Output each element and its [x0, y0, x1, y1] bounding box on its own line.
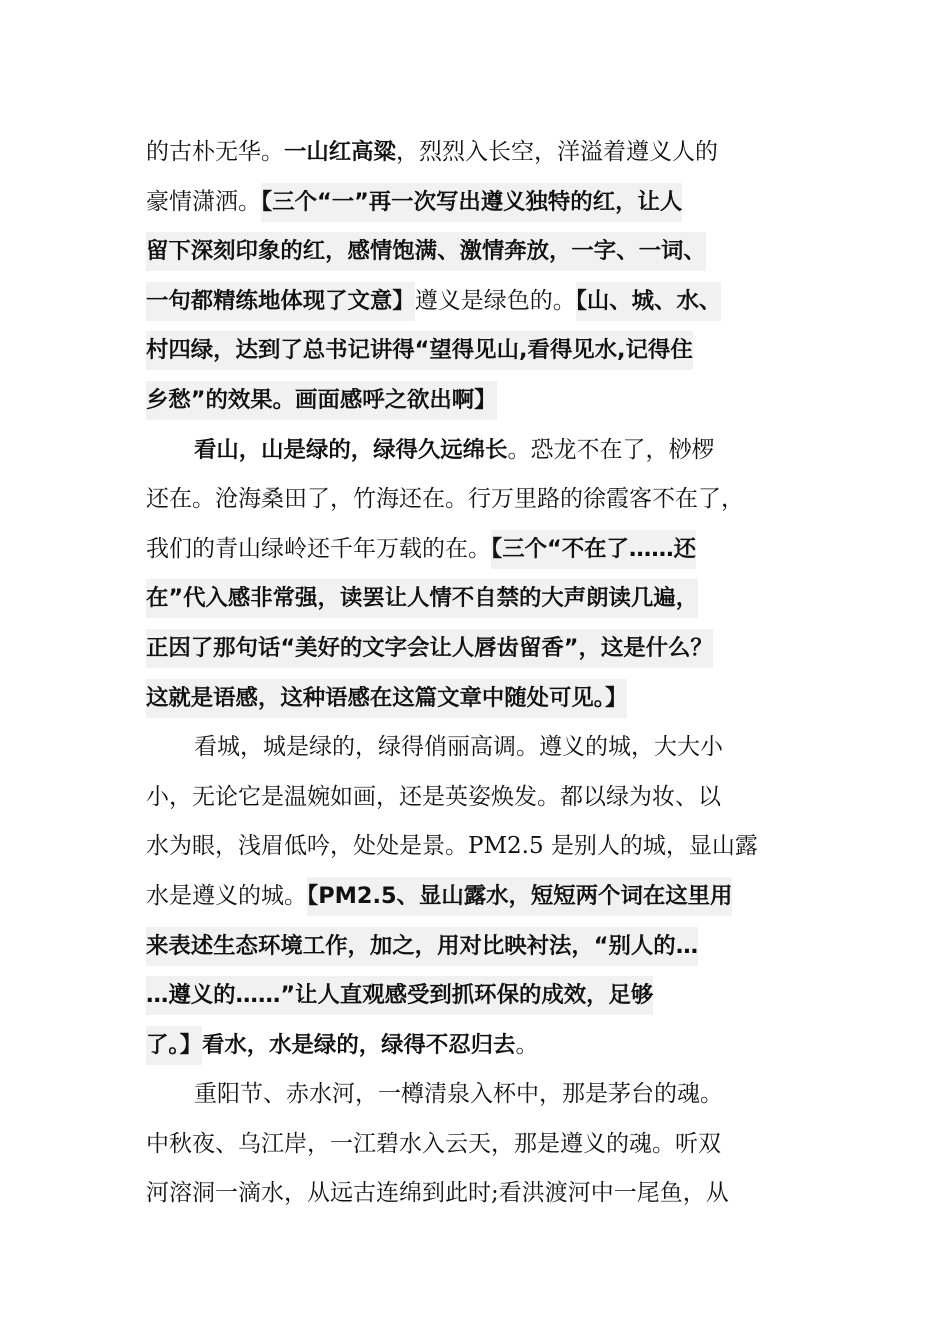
document-page — [146, 128, 806, 1219]
text-line — [146, 277, 806, 327]
body-text: 水是遵义的城。 — [146, 882, 307, 909]
bold-text: 一山红高粱 — [284, 139, 396, 165]
body-text: 遵义是绿色的。 — [414, 287, 576, 314]
text-line — [146, 822, 806, 872]
annotation-highlight: 来表述生态环境工作，加之，用对比映衬法，“别人的… — [146, 927, 698, 966]
text-line — [146, 227, 806, 277]
text-line — [146, 574, 806, 624]
text-line — [146, 525, 806, 575]
text-line — [146, 624, 806, 674]
text-line — [146, 326, 806, 376]
text-line — [146, 674, 806, 724]
body-text: 。 — [515, 1031, 539, 1058]
text-line — [146, 872, 806, 922]
annotation-highlight: 【三个“一”再一次写出遵义独特的红，让人 — [261, 183, 682, 222]
annotation-highlight: 这就是语感，这种语感在这篇文章中随处可见。】 — [146, 679, 627, 718]
text-line — [146, 1070, 806, 1120]
annotation-highlight: 了。】 — [146, 1026, 202, 1065]
text-line — [146, 922, 806, 972]
body-text: 。恐龙不在了，桫椤 — [507, 436, 715, 463]
text-line — [146, 1021, 806, 1071]
text-line — [146, 723, 806, 773]
body-text: 我们的青山绿岭还千年万载的在。 — [146, 535, 491, 562]
text-line — [146, 773, 806, 823]
text-line — [146, 1169, 806, 1219]
text-line — [146, 426, 806, 476]
body-text: 水为眼，浅眉低吟，处处是景。PM2.5 是别人的城，显山露 — [146, 833, 758, 860]
text-line — [146, 178, 806, 228]
body-text: 还在。沧海桑田了，竹海还在。行万里路的徐霞客不在了， — [146, 486, 744, 513]
text-line — [146, 128, 806, 178]
body-text: 看城，城是绿的，绿得俏丽高调。遵义的城，大大小 — [194, 734, 723, 761]
body-text: 豪情潇洒。 — [146, 188, 261, 215]
bold-text: 看水，水是绿的，绿得不忍归去 — [201, 1031, 516, 1058]
annotation-highlight: 在”代入感非常强，读罢让人情不自禁的大声朗读几遍， — [146, 579, 698, 618]
body-text: 中秋夜、乌江岸，一江碧水入云天，那是遵义的魂。听双 — [146, 1130, 721, 1157]
annotation-highlight: …遵义的……”让人直观感受到抓环保的成效，足够 — [146, 976, 653, 1015]
text-line — [146, 1120, 806, 1170]
annotation-highlight: 【山、城、水、 — [576, 282, 722, 321]
text-line — [146, 376, 806, 426]
body-text: 重阳节、赤水河，一樽清泉入杯中，那是茅台的魂。 — [194, 1081, 723, 1108]
annotation-highlight: 【三个“不在了……还 — [491, 530, 696, 569]
annotation-highlight: 村四绿，达到了总书记讲得“望得见山,看得见水,记得住 — [146, 331, 693, 370]
body-text: ，烈烈入长空，洋溢着遵义人的 — [395, 139, 718, 165]
body-text: 河溶洞一滴水，从远古连绵到此时;看洪渡河中一尾鱼，从 — [146, 1180, 729, 1207]
annotation-highlight: 留下深刻印象的红，感情饱满、激情奔放，一字、一词、 — [146, 232, 706, 271]
text-line — [146, 475, 806, 525]
bold-text: 看山，山是绿的，绿得久远绵长 — [194, 436, 508, 463]
annotation-highlight: 乡愁”的效果。画面感呼之欲出啊】 — [146, 381, 497, 420]
body-text: 的古朴无华。 — [146, 139, 284, 165]
annotation-highlight: 一句都精练地体现了文意】 — [146, 282, 415, 321]
text-line — [146, 971, 806, 1021]
body-text: 小，无论它是温婉如画，还是英姿焕发。都以绿为妆、以 — [146, 783, 721, 810]
annotation-highlight: 【PM2.5、显山露水，短短两个词在这里用 — [307, 877, 732, 916]
annotation-highlight: 正因了那句话“美好的文字会让人唇齿留香”，这是什么？ — [146, 629, 713, 668]
